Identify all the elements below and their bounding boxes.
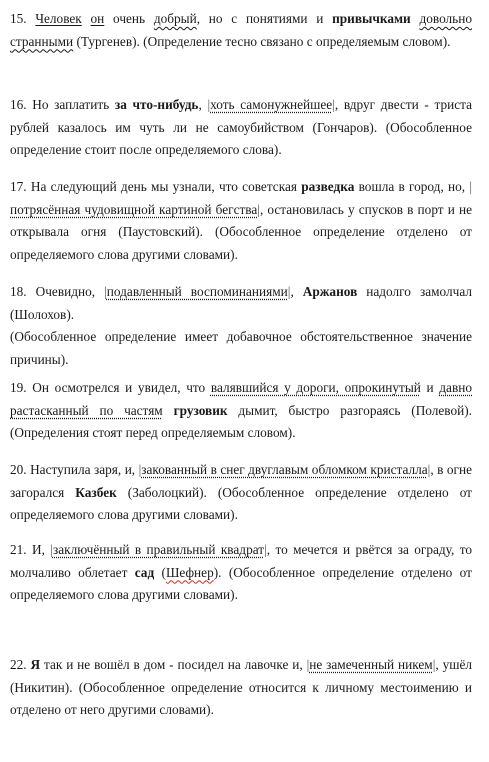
sentence-text: , вдруг двести - триста рублей казалось им чуть ли не самоубийством (Гончаров). (Обособленное определение стоит после определяемого слова). — [10, 97, 473, 157]
underlined-word: Человек — [35, 11, 82, 26]
sentence-text: (Заболоцкий). (Обособленное определение отделено от определяемого слова другими словами). — [10, 484, 472, 522]
phrase-boundary-mark: | — [287, 284, 291, 299]
definition-phrase: хоть самонужнейшее — [210, 97, 333, 112]
sentence-text: , то мечется и рвётся за ограду, то молчаливо облетает — [10, 542, 472, 580]
emphasized-word: разведка — [301, 179, 355, 194]
sentence-number: 18. — [10, 284, 27, 299]
phrase-boundary-mark: | — [264, 542, 267, 557]
definition-phrase: заключённый в правильный квадрат — [52, 542, 265, 557]
sentence-number: 20. — [10, 462, 27, 477]
sentence-text: , в огне загорался — [10, 462, 472, 500]
emphasized-word: грузовик — [173, 402, 228, 418]
phrase-boundary-mark: | — [306, 657, 310, 672]
sentence-text: , но с понятиями и — [196, 11, 333, 26]
sentence-text: Но заплатить — [26, 97, 115, 112]
sentence-number: 17. — [10, 179, 27, 194]
sentence-text: На следующий день мы узнали, что советская — [26, 179, 302, 194]
sentence-text: ( — [154, 564, 166, 580]
sentence-text — [163, 403, 174, 418]
phrase-boundary-mark: | — [432, 657, 436, 672]
phrase-boundary-mark: | — [332, 97, 335, 112]
phrase-boundary-mark: | — [207, 97, 211, 112]
sentence-20 — [10, 459, 472, 527]
sentence-text: вошла в город, но, — [354, 179, 470, 194]
definition-phrase: давно растасканный по частям — [10, 380, 473, 418]
sentence-22 — [10, 654, 472, 722]
emphasized-word: Казбек — [75, 484, 117, 500]
phrase-boundary-mark: | — [138, 462, 142, 477]
sentence-text: Наступила заря, и, — [26, 462, 139, 477]
definition-phrase: добрый — [153, 11, 197, 26]
emphasized-word: привычками — [332, 11, 411, 26]
sentence-21 — [10, 539, 472, 607]
definition-phrase: довольно странными — [10, 11, 473, 49]
phrase-boundary-mark: | — [50, 542, 53, 557]
underlined-word: он — [90, 11, 105, 26]
definition-phrase: потрясённая чудовищной картиной бегства — [10, 201, 258, 217]
sentence-number: 15. — [10, 11, 27, 26]
sentence-text: , ушёл (Никитин). (Обособленное определение относится к личному местоимению и отделено от него другими словами). — [10, 657, 472, 717]
definition-phrase: закованный в снег двуглавым обломком кристалла — [141, 462, 428, 477]
sentence-text — [82, 11, 91, 26]
sentence-17 — [10, 176, 472, 266]
sentence-number: 21. — [10, 542, 27, 557]
phrase-boundary-mark: | — [427, 462, 431, 477]
sentence-text: Он осмотрелся и увидел, что — [26, 380, 211, 395]
definition-phrase: подавленный воспоминаниями — [106, 284, 288, 299]
sentence-number: 16. — [10, 97, 27, 112]
sentence-16 — [10, 94, 472, 162]
phrase-boundary-mark: | — [469, 179, 473, 194]
definition-phrase: валявшийся у дороги, опрокинутый — [210, 380, 421, 395]
sentence-text: , — [198, 97, 208, 112]
sentence-text: И, — [26, 542, 51, 557]
sentence-15 — [10, 8, 472, 53]
emphasized-word: сад — [134, 564, 155, 580]
sentence-note: (Обособленное определение имеет добавочное обстоятельственное значение причины). — [10, 329, 472, 367]
sentence-number: 19. — [10, 380, 27, 395]
emphasized-word: за что-нибудь — [114, 97, 199, 112]
sentence-text: Очевидно, — [26, 284, 105, 299]
spellcheck-word: Шефнер — [165, 564, 214, 580]
sentence-text: очень — [104, 11, 154, 26]
emphasized-word: Аржанов — [302, 284, 358, 299]
phrase-boundary-mark: | — [257, 201, 260, 217]
sentence-text: , — [290, 284, 303, 299]
sentence-text: (Тургенев). (Определение тесно связано с определяемым словом). — [73, 33, 451, 49]
sentence-text: надолго замолчал (Шолохов). — [10, 284, 472, 322]
sentence-text: , остановилась у спусков в порт и не открывала огня (Паустовский). (Обособленное определение отделено от определяемого слова другими словами). — [10, 201, 472, 262]
sentence-text: ). (Обособленное определение отделено от определяемого слова другими словами). — [10, 564, 472, 602]
sentence-text: так и не вошёл в дом - посидел на лавочке и, — [40, 657, 307, 672]
sentence-18 — [10, 281, 472, 371]
emphasized-word: Я — [30, 657, 41, 672]
phrase-boundary-mark: | — [104, 284, 107, 299]
sentence-text: дымит, быстро разгораясь (Полевой). (Определения стоят перед определяемым словом). — [10, 402, 473, 440]
sentence-19 — [10, 377, 472, 445]
sentence-text: и — [420, 380, 440, 395]
sentence-number: 22. — [10, 657, 27, 672]
definition-phrase: не замеченный никем — [309, 657, 433, 672]
